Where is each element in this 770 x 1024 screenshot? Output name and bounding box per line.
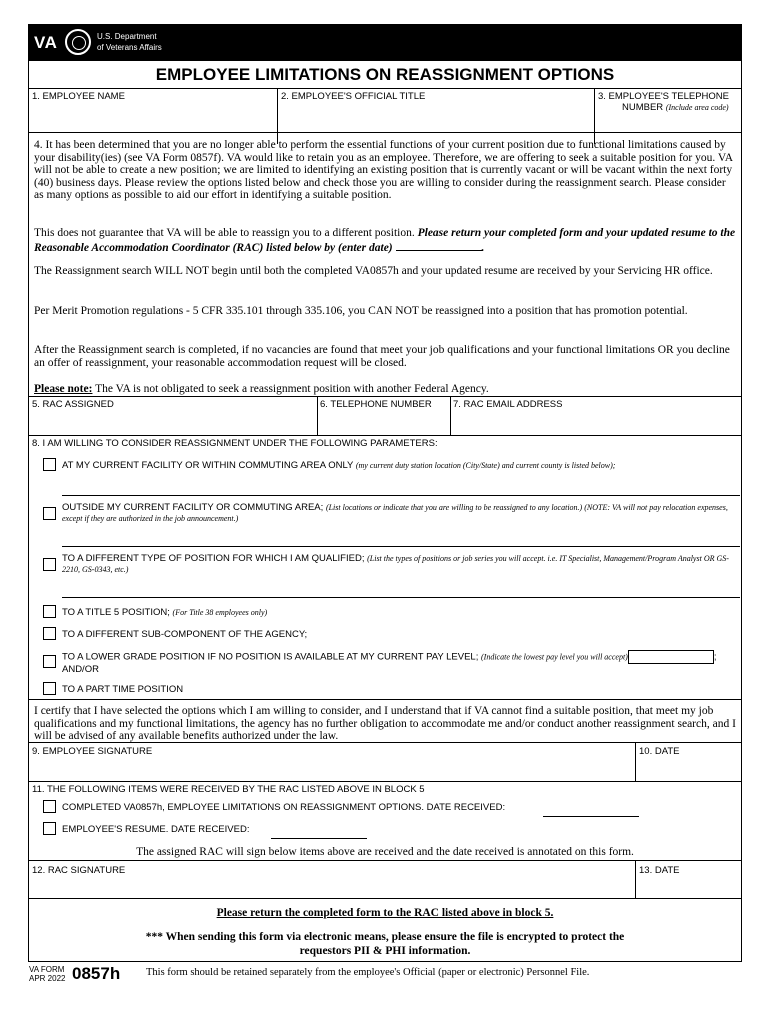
header-bar	[29, 25, 741, 61]
divider	[29, 699, 741, 700]
option-sub-component: TO A DIFFERENT SUB-COMPONENT OF THE AGENCY;	[62, 629, 308, 640]
option-sub-component-checkbox[interactable]	[43, 627, 56, 640]
different-position-entry-line[interactable]	[62, 597, 740, 598]
option-title5: TO A TITLE 5 POSITION; (For Title 38 employees only)	[62, 607, 268, 618]
employee-signature-field[interactable]: 9. EMPLOYEE SIGNATURE	[32, 746, 153, 757]
option-current-facility-checkbox[interactable]	[43, 458, 56, 471]
option-outside-facility-checkbox[interactable]	[43, 507, 56, 520]
employee-name-field[interactable]: 1. EMPLOYEE NAME	[32, 91, 125, 102]
encryption-note-line1: *** When sending this form via electronic means, please ensure the file is encrypted to protect the	[145, 931, 625, 943]
option-different-position: TO A DIFFERENT TYPE OF POSITION FOR WHICH I AM QUALIFIED; (List the types of positions or job series you will accept. i.e. IT Specialist, Management/Program Analyst OR GS-2210, GS-0343, etc.)	[62, 553, 729, 574]
department-name: U.S. Department of Veterans Affairs	[97, 32, 162, 52]
option-lower-grade: TO A LOWER GRADE POSITION IF NO POSITION IS AVAILABLE AT MY CURRENT PAY LEVEL; (Indicate the lowest pay level you will accept) ; AND/OR	[62, 651, 717, 675]
employee-title-field[interactable]: 2. EMPLOYEE'S OFFICIAL TITLE	[281, 91, 426, 102]
divider	[635, 860, 636, 898]
divider	[29, 132, 741, 133]
divider	[277, 88, 278, 144]
form-id: VA FORM APR 2022	[29, 965, 66, 983]
divider	[29, 396, 741, 397]
divider	[29, 435, 741, 436]
form-number: 0857h	[72, 964, 121, 983]
option-different-position-checkbox[interactable]	[43, 558, 56, 571]
received-resume-item: EMPLOYEE'S RESUME. DATE RECEIVED:	[62, 824, 250, 835]
divider	[29, 898, 741, 899]
rac-assigned-field[interactable]: 5. RAC ASSIGNED	[32, 399, 114, 410]
divider	[635, 742, 636, 782]
lowest-pay-level-input[interactable]	[628, 650, 714, 664]
form-title: EMPLOYEE LIMITATIONS ON REASSIGNMENT OPTIONS	[155, 65, 615, 84]
form-received-date-field[interactable]	[543, 816, 639, 817]
section11-heading: 11. THE FOLLOWING ITEMS WERE RECEIVED BY THE RAC LISTED ABOVE IN BLOCK 5	[32, 784, 425, 795]
option-part-time: TO A PART TIME POSITION	[62, 684, 184, 695]
section4-please-note: Please note: The VA is not obligated to seek a reassignment position with another Federal Agency.	[34, 383, 489, 395]
option-lower-grade-checkbox[interactable]	[43, 655, 56, 668]
section4-merit-note: Per Merit Promotion regulations - 5 CFR 335.101 through 335.106, you CAN NOT be reassigned into a position that has promotion potential.	[34, 305, 688, 317]
form-frame	[28, 24, 742, 962]
current-facility-entry-line[interactable]	[62, 495, 740, 496]
certification-text: I certify that I have selected the options which I am willing to consider, and I understand that if VA cannot find a suitable position, that meet my job qualifications and my functional limitations, the agency has no further obligation to accommodate me and/or conduct another reassignment search, and I will be advised of any available benefits authorized under the law.	[34, 705, 736, 742]
divider	[450, 396, 451, 436]
option-current-facility: AT MY CURRENT FACILITY OR WITHIN COMMUTING AREA ONLY (my current duty station location (City/State) and current county is listed below);	[62, 460, 616, 471]
option-part-time-checkbox[interactable]	[43, 682, 56, 695]
return-instruction: Please return the completed form to the RAC listed above in block 5.	[216, 907, 554, 919]
rac-email-field[interactable]: 7. RAC EMAIL ADDRESS	[453, 399, 563, 410]
return-date-field[interactable]	[396, 240, 482, 251]
resume-received-date-field[interactable]	[271, 838, 367, 839]
received-resume-checkbox[interactable]	[43, 822, 56, 835]
received-form-checkbox[interactable]	[43, 800, 56, 813]
employee-signature-date-field[interactable]: 10. DATE	[639, 746, 680, 757]
divider	[594, 88, 595, 144]
option-title5-checkbox[interactable]	[43, 605, 56, 618]
divider	[29, 781, 741, 782]
section4-guarantee: This does not guarantee that VA will be able to reassign you to a different position. Please return your completed form and your updated resume to the Reasonable Accommodation Coordinator (RAC) listed below by (enter date) .	[34, 227, 736, 254]
received-form-item: COMPLETED VA0857h, EMPLOYEE LIMITATIONS ON REASSIGNMENT OPTIONS. DATE RECEIVED:	[62, 802, 506, 813]
encryption-note-line2: requestors PII & PHI information.	[299, 945, 471, 957]
rac-signature-field[interactable]: 12. RAC SIGNATURE	[32, 865, 126, 876]
divider	[29, 88, 741, 89]
outside-facility-entry-line[interactable]	[62, 546, 740, 547]
rac-sign-note: The assigned RAC will sign below items above are received and the date received is annotated on this form.	[136, 846, 634, 858]
rac-signature-date-field[interactable]: 13. DATE	[639, 865, 680, 876]
va-logo: VA	[34, 33, 58, 52]
retention-note: This form should be retained separately from the employee's Official (paper or electronic) Personnel File.	[146, 967, 590, 978]
employee-telephone-field[interactable]: 3. EMPLOYEE'S TELEPHONE NUMBER (Include area code)	[598, 91, 729, 113]
section4-intro: 4. It has been determined that you are no longer able to perform the essential functions of your current position due to functional limitations caused by your disability(ies) (see VA Form 0857f). VA would like to retain you as an employee. Therefore, we are offering to seek a suitable position for you. VA will not be able to create a new position; we are limited to identifying an existing position that is currently vacant or will be vacant within the next forty (40) business days. Please review the options listed below and check those you are willing to consider during the reassignment search. Please consider as many options as possible to aid our effort in identifying a suitable position.	[34, 139, 733, 201]
section4-closing-note: After the Reassignment search is completed, if no vacancies are found that meet your job qualifications and your functional limitations OR you decline an offer of reassignment, your reasonable accommodation request will be closed.	[34, 344, 730, 369]
divider	[317, 396, 318, 436]
option-outside-facility: OUTSIDE MY CURRENT FACILITY OR COMMUTING AREA; (List locations or indicate that you are willing to be reassigned to any location.) (NOTE: VA will not pay relocation expenses, except if they are authorized in the job announcement.)	[62, 502, 728, 523]
section4-search-note: The Reassignment search WILL NOT begin until both the completed VA0857h and your updated resume are received by your Servicing HR office.	[34, 265, 713, 277]
rac-telephone-field[interactable]: 6. TELEPHONE NUMBER	[320, 399, 432, 410]
section8-heading: 8. I AM WILLING TO CONSIDER REASSIGNMENT UNDER THE FOLLOWING PARAMETERS:	[32, 438, 438, 449]
va-seal-icon	[65, 29, 91, 55]
